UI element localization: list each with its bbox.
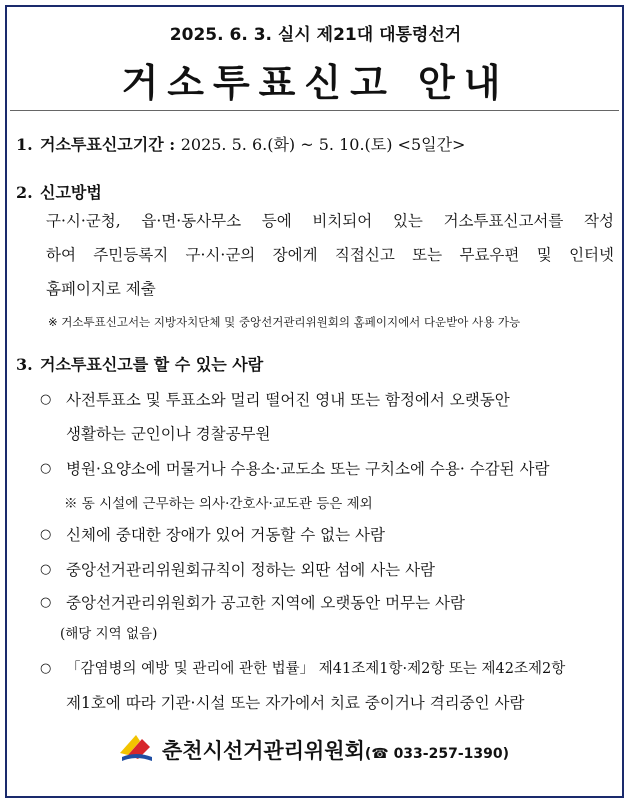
footer [162, 735, 509, 771]
item-text-continued: 제1호에 따라 기관·시설 또는 자가에서 치료 중이거나 격리중인 사람 [66, 694, 525, 712]
period-value: 2025. 5. 6.(화) ~ 5. 10.(토) <5일간> [180, 135, 466, 154]
item-text: 「감염병의 예방 및 관리에 관한 법률」 제41조제1항·제2항 또는 제42조제2항 [66, 661, 566, 677]
section-label: 거소투표신고기간 : [40, 135, 176, 154]
election-commission-logo-icon [116, 731, 156, 763]
section-number: 2. [16, 183, 33, 202]
header-divider [10, 110, 619, 111]
organization-name: 춘천시선거관리위원회 [162, 739, 365, 763]
item-text-continued: 생활하는 군인이나 경찰공무원 [66, 425, 271, 443]
method-paragraph [46, 204, 614, 306]
election-subtitle: 2025. 6. 3. 실시 제21대 대통령선거 [169, 25, 462, 45]
method-note: ※ 거소투표신고서는 지방자치단체 및 중앙선거관리위원회의 홈페이지에서 다운받아 사용 가능 [48, 315, 521, 329]
circle-bullet-icon: ○ [40, 527, 52, 542]
contact-phone: (☎ 033-257-1390) [364, 746, 510, 762]
section-number: 1. [16, 135, 33, 154]
section-label: 신고방법 [40, 183, 102, 202]
circle-bullet-icon: ○ [40, 392, 52, 407]
page-title: 거소투표신고 안내 [121, 61, 510, 105]
section-method [16, 180, 102, 203]
item-text: 중앙선거관리위원회규칙이 정하는 외딴 섬에 사는 사람 [66, 561, 436, 579]
circle-bullet-icon: ○ [40, 562, 52, 577]
item-text: 중앙선거관리위원회가 공고한 지역에 오랫동안 머무는 사람 [66, 594, 465, 612]
method-line: 하여 주민등록지 구·시·군의 장에게 직접신고 또는 무료우편 및 인터넷 [46, 246, 614, 264]
section-number: 3. [16, 355, 33, 374]
item-text: 신체에 중대한 장애가 있어 거동할 수 없는 사람 [66, 526, 385, 544]
circle-bullet-icon: ○ [40, 595, 52, 610]
method-line: 구·시·군청, 읍·면·동사무소 등에 비치되어 있는 거소투표신고서를 작성 [46, 212, 614, 230]
method-line: 홈페이지로 제출 [46, 280, 156, 298]
section-label: 거소투표신고를 할 수 있는 사람 [40, 355, 264, 374]
section-eligible [16, 352, 263, 375]
item-text: 사전투표소 및 투표소와 멀리 떨어진 영내 또는 함정에서 오랫동안 [66, 391, 510, 409]
circle-bullet-icon: ○ [40, 661, 52, 676]
item-note: (해당 지역 없음) [60, 626, 158, 642]
item-text: 병원·요양소에 머물거나 수용소·교도소 또는 구치소에 수용· 수감된 사람 [66, 460, 550, 478]
circle-bullet-icon: ○ [40, 461, 52, 476]
section-period [16, 132, 465, 155]
item-note: ※ 동 시설에 근무하는 의사·간호사·교도관 등은 제외 [64, 496, 373, 512]
